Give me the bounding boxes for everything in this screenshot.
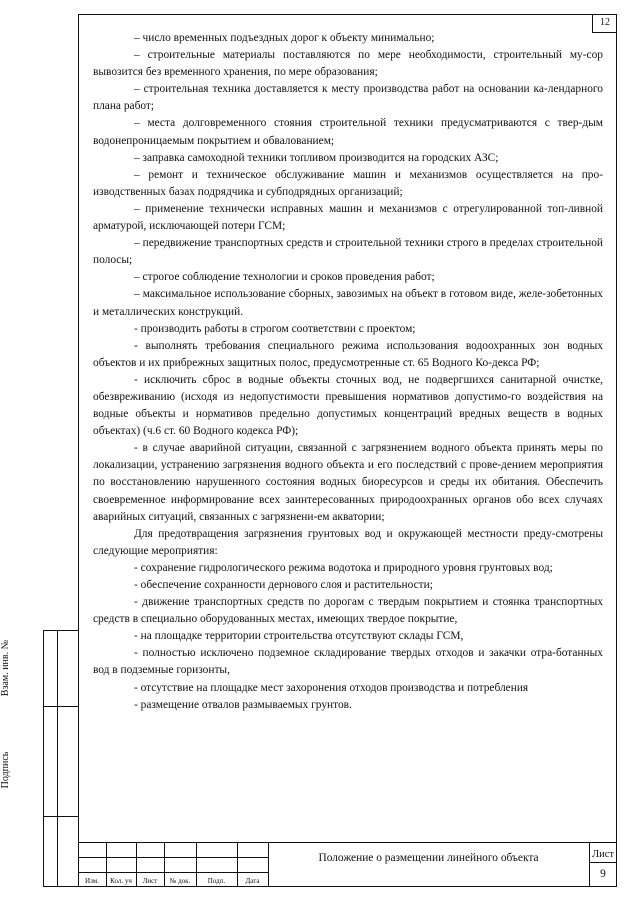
- paragraph: – строительные материалы поставляются по мере необходимости, строительный му-сор вывозится без временного хранения, по мере образования;: [93, 49, 603, 79]
- column-label-change: Изм.: [85, 877, 99, 885]
- side-stamp-label-signature: Подпись: [0, 751, 11, 789]
- paragraph: – заправка самоходной техники топливом производится на городских АЗС;: [134, 151, 499, 164]
- document-title: Положение о размещении линейного объекта: [318, 852, 539, 864]
- paragraph: - в случае аварийной ситуации, связанной с загрязнением водного объекта принять меры по локализации, устранению загрязнения водного объекта и его последствий с прове-дением мероприятия по восстановлению нарушенного состояния водных биоресурсов и среды их обитания. Обеспечить своевременное информирование всех заинтересованных природоохранных органов обо всех случаях аварийных ситуаций, связанных с загрязнени-ем акватории;: [93, 442, 603, 523]
- paragraph: - обеспечение сохранности дернового слоя и растительности;: [134, 579, 433, 591]
- paragraph: – строгое соблюдение технологии и сроков проведения работ;: [134, 271, 435, 284]
- paragraph: - полностью исключено подземное складирование твердых отходов и закачки отра-ботанных вод в подземные горизонты,: [93, 647, 603, 677]
- paragraph: – максимальное использование сборных, завозимых на объект в готовом виде, желе-зобетонных и металлических конструкций.: [93, 288, 603, 318]
- corner-page-number: 12: [592, 14, 617, 33]
- side-stamp: [43, 630, 79, 887]
- document-body: [93, 30, 603, 714]
- paragraph: – передвижение транспортных средств и строительной техники строго в пределах строительной полосы;: [93, 237, 603, 267]
- paragraph: - движение транспортных средств по дорогам с твердым покрытием и стоянка транспортных средств в специально оборудованных местах, имеющих твердое покрытие,: [93, 596, 603, 626]
- paragraph: - на площадке территории строительства отсутствуют склады ГСМ,: [134, 630, 464, 643]
- paragraph: - сохранение гидрологического режима водотока и природного уровня грунтовых вод;: [134, 561, 553, 574]
- grid-line: [268, 842, 269, 887]
- grid-line: [589, 862, 617, 863]
- paragraph: - отсутствие на площадке мест захоронения отходов производства и потребления: [134, 681, 529, 694]
- sheet-number: 9: [600, 868, 606, 880]
- sheet-label: Лист: [592, 849, 614, 860]
- paragraph: – строительная техника доставляется к месту производства работ на основании ка-лендарного плана работ;: [93, 83, 603, 113]
- side-stamp-label-replacement: Взам. инв. №: [0, 639, 11, 697]
- paragraph: - размещение отвалов размываемых грунтов.: [134, 698, 352, 711]
- paragraph: – места долговременного стояния строительной техники предусматриваются с твер-дым водонепроницаемым покрытием и обвалованием;: [93, 117, 603, 147]
- paragraph: – применение технически исправных машин и механизмов с отрегулированной топ-ливной арматурой, исключающей потери ГСМ;: [93, 202, 603, 233]
- column-label-count: Кол. уч: [110, 877, 132, 885]
- paragraph: – ремонт и техническое обслуживание машин и механизмов осуществляется на про-изводственных базах подрядчика и субподрядных организаций;: [93, 168, 603, 198]
- paragraph: – число временных подъездных дорог к объекту минимально;: [134, 32, 435, 44]
- column-label-sheet: Лист: [142, 877, 158, 885]
- paragraph: Для предотвращения загрязнения грунтовых вод и окружающей местности преду-смотрены следующие мероприятия:: [93, 527, 603, 557]
- column-label-signature: Подп.: [207, 877, 226, 885]
- paragraph: - выполнять требования специального режима использования водоохранных зон водных объектов и их прибрежных защитных полос, предусмотренные ст. 65 Водного Ко-декса РФ;: [93, 339, 603, 369]
- column-label-doc-number: № док.: [169, 877, 191, 885]
- paragraph: - производить работы в строгом соответствии с проектом;: [134, 322, 416, 335]
- column-label-date: Дата: [245, 877, 260, 885]
- paragraph: - исключить сброс в водные объекты сточных вод, не подвергшихся санитарной очистке, обезвреживанию (исходя из недопустимости превышения нормативов допустимо-го воздействия на водные объекты и нормативов предельно допустимых концентраций вредных веществ в водных объектах) (ч.6 ст. 60 Водного кодекса РФ);: [93, 373, 603, 438]
